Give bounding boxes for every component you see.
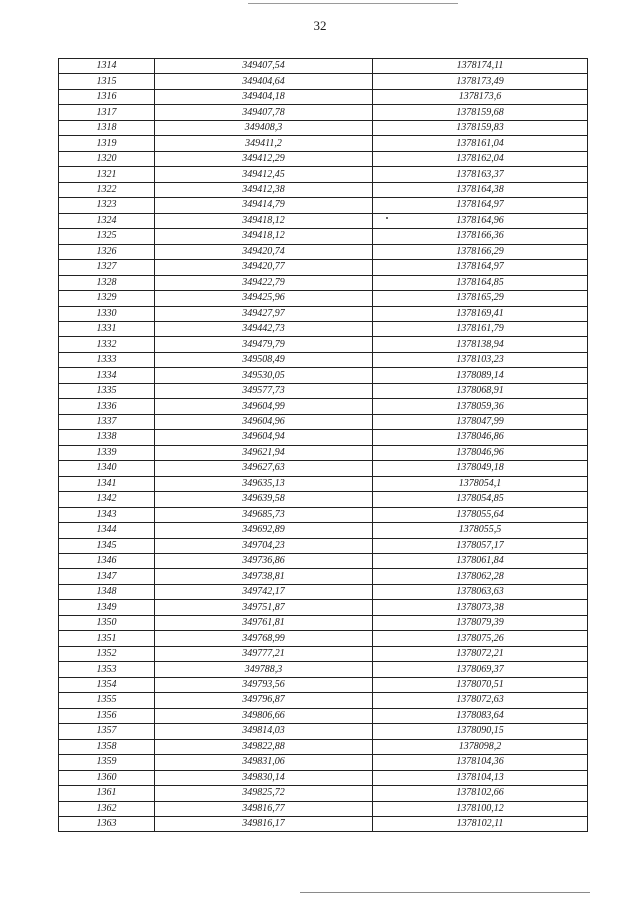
x-coordinate-cell: 349420,77 bbox=[155, 260, 373, 275]
table-row bbox=[59, 430, 588, 445]
x-coordinate-cell: 349704,23 bbox=[155, 538, 373, 553]
table-row bbox=[59, 399, 588, 414]
table-row bbox=[59, 786, 588, 801]
x-coordinate-cell: 349420,74 bbox=[155, 244, 373, 259]
table-row bbox=[59, 383, 588, 398]
top-rule bbox=[248, 3, 458, 4]
point-number-cell: 1324 bbox=[59, 213, 155, 228]
y-coordinate-cell: 1378161,04 bbox=[373, 136, 588, 151]
point-number-cell: 1347 bbox=[59, 569, 155, 584]
point-number-cell: 1340 bbox=[59, 461, 155, 476]
y-coordinate-cell: 1378166,29 bbox=[373, 244, 588, 259]
x-coordinate-cell: 349412,45 bbox=[155, 167, 373, 182]
point-number-cell: 1331 bbox=[59, 321, 155, 336]
point-number-cell: 1325 bbox=[59, 229, 155, 244]
x-coordinate-cell: 349788,3 bbox=[155, 662, 373, 677]
table-row bbox=[59, 662, 588, 677]
table-row bbox=[59, 291, 588, 306]
table-row bbox=[59, 631, 588, 646]
point-number-cell: 1330 bbox=[59, 306, 155, 321]
y-coordinate-cell: 1378047,99 bbox=[373, 414, 588, 429]
x-coordinate-cell: 349604,99 bbox=[155, 399, 373, 414]
point-number-cell: 1321 bbox=[59, 167, 155, 182]
table-row bbox=[59, 244, 588, 259]
table-row bbox=[59, 352, 588, 367]
y-coordinate-cell: 1378070,51 bbox=[373, 677, 588, 692]
x-coordinate-cell: 349738,81 bbox=[155, 569, 373, 584]
x-coordinate-cell: 349685,73 bbox=[155, 507, 373, 522]
table-row bbox=[59, 584, 588, 599]
table-row bbox=[59, 677, 588, 692]
x-coordinate-cell: 349777,21 bbox=[155, 646, 373, 661]
table-row bbox=[59, 321, 588, 336]
x-coordinate-cell: 349816,17 bbox=[155, 816, 373, 831]
point-number-cell: 1328 bbox=[59, 275, 155, 290]
y-coordinate-cell: 1378174,11 bbox=[373, 59, 588, 74]
y-coordinate-cell: 1378069,37 bbox=[373, 662, 588, 677]
table-row bbox=[59, 260, 588, 275]
point-number-cell: 1341 bbox=[59, 476, 155, 491]
y-coordinate-cell: 1378061,84 bbox=[373, 554, 588, 569]
x-coordinate-cell: 349411,2 bbox=[155, 136, 373, 151]
y-coordinate-cell: 1378068,91 bbox=[373, 383, 588, 398]
stray-mark bbox=[386, 217, 388, 219]
table-row bbox=[59, 275, 588, 290]
table-row bbox=[59, 693, 588, 708]
y-coordinate-cell: 1378164,97 bbox=[373, 260, 588, 275]
table-row bbox=[59, 801, 588, 816]
x-coordinate-cell: 349742,17 bbox=[155, 584, 373, 599]
coordinates-table bbox=[58, 58, 588, 832]
y-coordinate-cell: 1378059,36 bbox=[373, 399, 588, 414]
point-number-cell: 1335 bbox=[59, 383, 155, 398]
y-coordinate-cell: 1378063,63 bbox=[373, 584, 588, 599]
x-coordinate-cell: 349639,58 bbox=[155, 492, 373, 507]
y-coordinate-cell: 1378102,66 bbox=[373, 786, 588, 801]
table-row bbox=[59, 167, 588, 182]
y-coordinate-cell: 1378083,64 bbox=[373, 708, 588, 723]
table-row bbox=[59, 538, 588, 553]
table-row bbox=[59, 337, 588, 352]
x-coordinate-cell: 349412,38 bbox=[155, 182, 373, 197]
y-coordinate-cell: 1378161,79 bbox=[373, 321, 588, 336]
point-number-cell: 1323 bbox=[59, 198, 155, 213]
point-number-cell: 1329 bbox=[59, 291, 155, 306]
table-row bbox=[59, 368, 588, 383]
table-row bbox=[59, 151, 588, 166]
point-number-cell: 1352 bbox=[59, 646, 155, 661]
x-coordinate-cell: 349621,94 bbox=[155, 445, 373, 460]
point-number-cell: 1336 bbox=[59, 399, 155, 414]
x-coordinate-cell: 349412,29 bbox=[155, 151, 373, 166]
x-coordinate-cell: 349761,81 bbox=[155, 615, 373, 630]
y-coordinate-cell: 1378055,5 bbox=[373, 523, 588, 538]
x-coordinate-cell: 349793,56 bbox=[155, 677, 373, 692]
table-row bbox=[59, 182, 588, 197]
y-coordinate-cell: 1378164,85 bbox=[373, 275, 588, 290]
y-coordinate-cell: 1378079,39 bbox=[373, 615, 588, 630]
point-number-cell: 1354 bbox=[59, 677, 155, 692]
point-number-cell: 1334 bbox=[59, 368, 155, 383]
point-number-cell: 1319 bbox=[59, 136, 155, 151]
table-row bbox=[59, 739, 588, 754]
y-coordinate-cell: 1378055,64 bbox=[373, 507, 588, 522]
y-coordinate-cell: 1378072,21 bbox=[373, 646, 588, 661]
y-coordinate-cell: 1378104,13 bbox=[373, 770, 588, 785]
y-coordinate-cell: 1378054,85 bbox=[373, 492, 588, 507]
point-number-cell: 1351 bbox=[59, 631, 155, 646]
x-coordinate-cell: 349736,86 bbox=[155, 554, 373, 569]
x-coordinate-cell: 349814,03 bbox=[155, 724, 373, 739]
point-number-cell: 1356 bbox=[59, 708, 155, 723]
table-row bbox=[59, 213, 588, 228]
x-coordinate-cell: 349418,12 bbox=[155, 229, 373, 244]
point-number-cell: 1316 bbox=[59, 89, 155, 104]
y-coordinate-cell: 1378164,38 bbox=[373, 182, 588, 197]
point-number-cell: 1363 bbox=[59, 816, 155, 831]
page-number: 32 bbox=[313, 18, 327, 33]
y-coordinate-cell: 1378100,12 bbox=[373, 801, 588, 816]
y-coordinate-cell: 1378165,29 bbox=[373, 291, 588, 306]
point-number-cell: 1345 bbox=[59, 538, 155, 553]
x-coordinate-cell: 349508,49 bbox=[155, 352, 373, 367]
table-row bbox=[59, 74, 588, 89]
x-coordinate-cell: 349768,99 bbox=[155, 631, 373, 646]
point-number-cell: 1327 bbox=[59, 260, 155, 275]
x-coordinate-cell: 349751,87 bbox=[155, 600, 373, 615]
point-number-cell: 1339 bbox=[59, 445, 155, 460]
table-row bbox=[59, 105, 588, 120]
y-coordinate-cell: 1378049,18 bbox=[373, 461, 588, 476]
point-number-cell: 1359 bbox=[59, 755, 155, 770]
x-coordinate-cell: 349692,89 bbox=[155, 523, 373, 538]
y-coordinate-cell: 1378159,83 bbox=[373, 120, 588, 135]
point-number-cell: 1326 bbox=[59, 244, 155, 259]
y-coordinate-cell: 1378046,86 bbox=[373, 430, 588, 445]
table-row bbox=[59, 461, 588, 476]
point-number-cell: 1338 bbox=[59, 430, 155, 445]
table-row bbox=[59, 816, 588, 831]
table-row bbox=[59, 554, 588, 569]
table-row bbox=[59, 59, 588, 74]
y-coordinate-cell: 1378164,97 bbox=[373, 198, 588, 213]
point-number-cell: 1343 bbox=[59, 507, 155, 522]
point-number-cell: 1355 bbox=[59, 693, 155, 708]
table-row bbox=[59, 306, 588, 321]
x-coordinate-cell: 349404,18 bbox=[155, 89, 373, 104]
y-coordinate-cell: 1378169,41 bbox=[373, 306, 588, 321]
x-coordinate-cell: 349604,96 bbox=[155, 414, 373, 429]
table-row bbox=[59, 569, 588, 584]
table-row bbox=[59, 770, 588, 785]
y-coordinate-cell: 1378075,26 bbox=[373, 631, 588, 646]
table-row bbox=[59, 198, 588, 213]
point-number-cell: 1348 bbox=[59, 584, 155, 599]
table-row bbox=[59, 229, 588, 244]
x-coordinate-cell: 349442,73 bbox=[155, 321, 373, 336]
table-row bbox=[59, 414, 588, 429]
point-number-cell: 1318 bbox=[59, 120, 155, 135]
point-number-cell: 1362 bbox=[59, 801, 155, 816]
x-coordinate-cell: 349796,87 bbox=[155, 693, 373, 708]
y-coordinate-cell: 1378104,36 bbox=[373, 755, 588, 770]
table-row bbox=[59, 724, 588, 739]
x-coordinate-cell: 349825,72 bbox=[155, 786, 373, 801]
coordinates-table-body bbox=[59, 59, 588, 832]
x-coordinate-cell: 349408,3 bbox=[155, 120, 373, 135]
table-row bbox=[59, 755, 588, 770]
bottom-rule bbox=[300, 892, 590, 893]
table-row bbox=[59, 136, 588, 151]
y-coordinate-cell: 1378164,96 bbox=[373, 213, 588, 228]
y-coordinate-cell: 1378173,49 bbox=[373, 74, 588, 89]
point-number-cell: 1342 bbox=[59, 492, 155, 507]
table-row bbox=[59, 507, 588, 522]
y-coordinate-cell: 1378102,11 bbox=[373, 816, 588, 831]
x-coordinate-cell: 349530,05 bbox=[155, 368, 373, 383]
x-coordinate-cell: 349414,79 bbox=[155, 198, 373, 213]
table-row bbox=[59, 615, 588, 630]
table-row bbox=[59, 476, 588, 491]
table-row bbox=[59, 708, 588, 723]
point-number-cell: 1314 bbox=[59, 59, 155, 74]
y-coordinate-cell: 1378159,68 bbox=[373, 105, 588, 120]
x-coordinate-cell: 349635,13 bbox=[155, 476, 373, 491]
point-number-cell: 1337 bbox=[59, 414, 155, 429]
point-number-cell: 1344 bbox=[59, 523, 155, 538]
x-coordinate-cell: 349418,12 bbox=[155, 213, 373, 228]
y-coordinate-cell: 1378162,04 bbox=[373, 151, 588, 166]
x-coordinate-cell: 349404,64 bbox=[155, 74, 373, 89]
table-row bbox=[59, 492, 588, 507]
point-number-cell: 1353 bbox=[59, 662, 155, 677]
y-coordinate-cell: 1378163,37 bbox=[373, 167, 588, 182]
y-coordinate-cell: 1378054,1 bbox=[373, 476, 588, 491]
y-coordinate-cell: 1378072,63 bbox=[373, 693, 588, 708]
y-coordinate-cell: 1378089,14 bbox=[373, 368, 588, 383]
x-coordinate-cell: 349422,79 bbox=[155, 275, 373, 290]
table-row bbox=[59, 600, 588, 615]
point-number-cell: 1361 bbox=[59, 786, 155, 801]
point-number-cell: 1320 bbox=[59, 151, 155, 166]
x-coordinate-cell: 349627,63 bbox=[155, 461, 373, 476]
point-number-cell: 1350 bbox=[59, 615, 155, 630]
point-number-cell: 1360 bbox=[59, 770, 155, 785]
point-number-cell: 1358 bbox=[59, 739, 155, 754]
point-number-cell: 1349 bbox=[59, 600, 155, 615]
y-coordinate-cell: 1378090,15 bbox=[373, 724, 588, 739]
y-coordinate-cell: 1378046,96 bbox=[373, 445, 588, 460]
x-coordinate-cell: 349604,94 bbox=[155, 430, 373, 445]
table-row bbox=[59, 89, 588, 104]
x-coordinate-cell: 349407,54 bbox=[155, 59, 373, 74]
x-coordinate-cell: 349830,14 bbox=[155, 770, 373, 785]
table-row bbox=[59, 523, 588, 538]
y-coordinate-cell: 1378057,17 bbox=[373, 538, 588, 553]
point-number-cell: 1322 bbox=[59, 182, 155, 197]
point-number-cell: 1346 bbox=[59, 554, 155, 569]
y-coordinate-cell: 1378073,38 bbox=[373, 600, 588, 615]
point-number-cell: 1333 bbox=[59, 352, 155, 367]
y-coordinate-cell: 1378173,6 bbox=[373, 89, 588, 104]
x-coordinate-cell: 349479,79 bbox=[155, 337, 373, 352]
x-coordinate-cell: 349407,78 bbox=[155, 105, 373, 120]
table-row bbox=[59, 120, 588, 135]
y-coordinate-cell: 1378166,36 bbox=[373, 229, 588, 244]
point-number-cell: 1317 bbox=[59, 105, 155, 120]
y-coordinate-cell: 1378103,23 bbox=[373, 352, 588, 367]
point-number-cell: 1315 bbox=[59, 74, 155, 89]
x-coordinate-cell: 349822,88 bbox=[155, 739, 373, 754]
x-coordinate-cell: 349425,96 bbox=[155, 291, 373, 306]
x-coordinate-cell: 349577,73 bbox=[155, 383, 373, 398]
x-coordinate-cell: 349427,97 bbox=[155, 306, 373, 321]
table-row bbox=[59, 646, 588, 661]
y-coordinate-cell: 1378062,28 bbox=[373, 569, 588, 584]
x-coordinate-cell: 349816,77 bbox=[155, 801, 373, 816]
point-number-cell: 1332 bbox=[59, 337, 155, 352]
x-coordinate-cell: 349806,66 bbox=[155, 708, 373, 723]
table-row bbox=[59, 445, 588, 460]
y-coordinate-cell: 1378138,94 bbox=[373, 337, 588, 352]
point-number-cell: 1357 bbox=[59, 724, 155, 739]
x-coordinate-cell: 349831,06 bbox=[155, 755, 373, 770]
y-coordinate-cell: 1378098,2 bbox=[373, 739, 588, 754]
